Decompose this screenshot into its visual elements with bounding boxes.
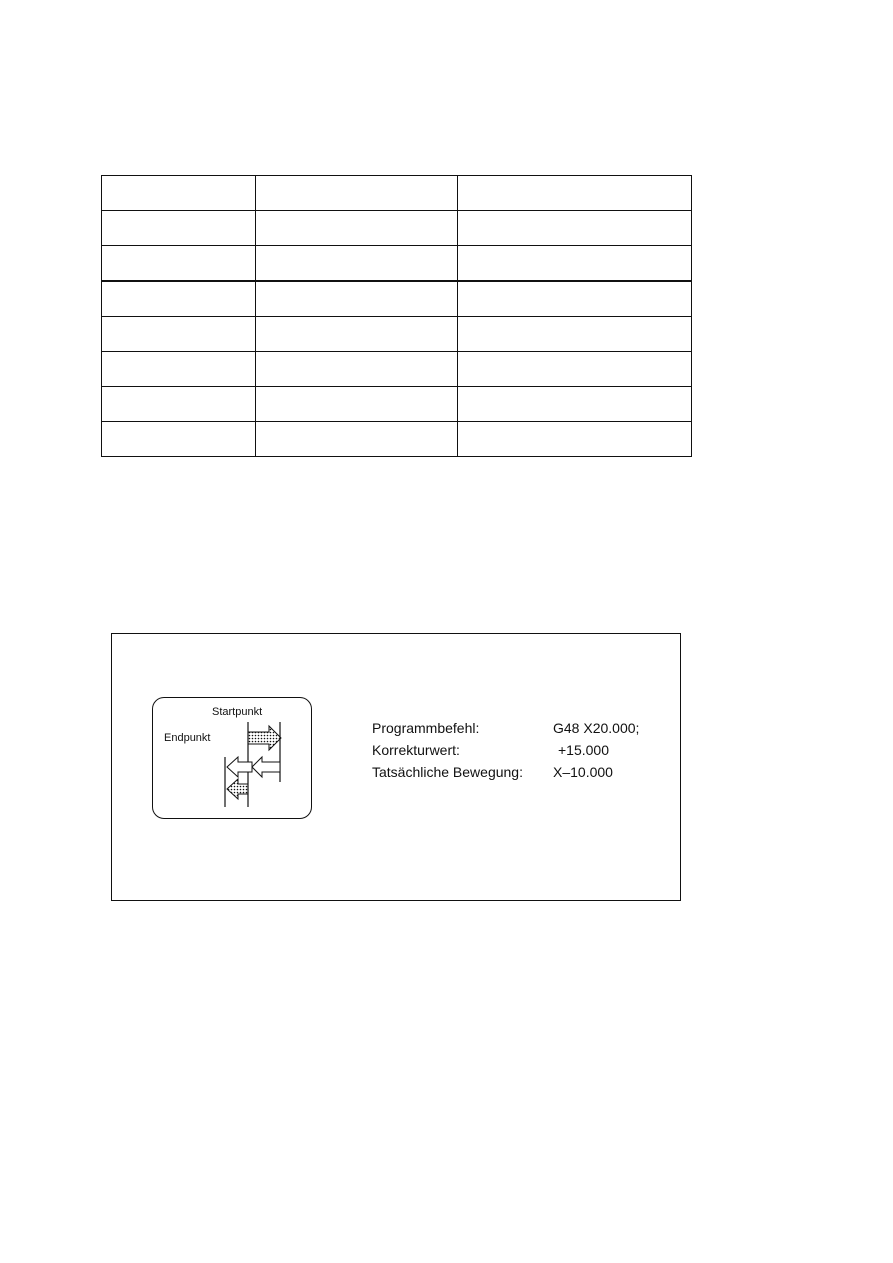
table-row: [102, 211, 692, 246]
table-cell: [256, 317, 458, 352]
table-cell: [458, 317, 692, 352]
program-move-arrow: [248, 726, 281, 750]
actual-motion-value: X–10.000: [553, 764, 613, 780]
table-cell: [102, 211, 256, 246]
actual-motion-label: Tatsächliche Bewegung:: [372, 764, 523, 780]
program-command-label: Programmbefehl:: [372, 720, 480, 736]
actual-move-arrow: [227, 779, 248, 799]
table-row: [102, 352, 692, 387]
table-cell: [256, 387, 458, 422]
table-cell: [102, 317, 256, 352]
table-cell: [458, 246, 692, 282]
table-cell: [458, 422, 692, 457]
table-cell: [102, 246, 256, 282]
offset-value-label: Korrekturwert:: [372, 742, 460, 758]
table-cell: [458, 176, 692, 211]
program-command-value: G48 X20.000;: [553, 720, 640, 736]
end-point-label: Endpunkt: [164, 732, 211, 744]
table-row: [102, 281, 692, 317]
offset-arrow: [252, 757, 280, 777]
table-cell: [458, 352, 692, 387]
table-cell: [458, 211, 692, 246]
table-row: [102, 387, 692, 422]
table-row: [102, 317, 692, 352]
table-cell: [102, 352, 256, 387]
parameter-table: [101, 175, 692, 457]
table-row: [102, 246, 692, 282]
table-cell: [256, 176, 458, 211]
table-cell: [102, 176, 256, 211]
table-cell: [256, 422, 458, 457]
table-cell: [102, 387, 256, 422]
table-cell: [256, 281, 458, 317]
table-cell: [256, 211, 458, 246]
table-cell: [102, 422, 256, 457]
motion-arrows-diagram: [218, 722, 288, 810]
table-cell: [256, 246, 458, 282]
start-point-label: Startpunkt: [212, 706, 263, 718]
table-row: [102, 422, 692, 457]
offset-value: +15.000: [558, 742, 609, 758]
table-cell: [256, 352, 458, 387]
table-row: [102, 176, 692, 211]
table-cell: [458, 387, 692, 422]
table-cell: [102, 281, 256, 317]
table-cell: [458, 281, 692, 317]
